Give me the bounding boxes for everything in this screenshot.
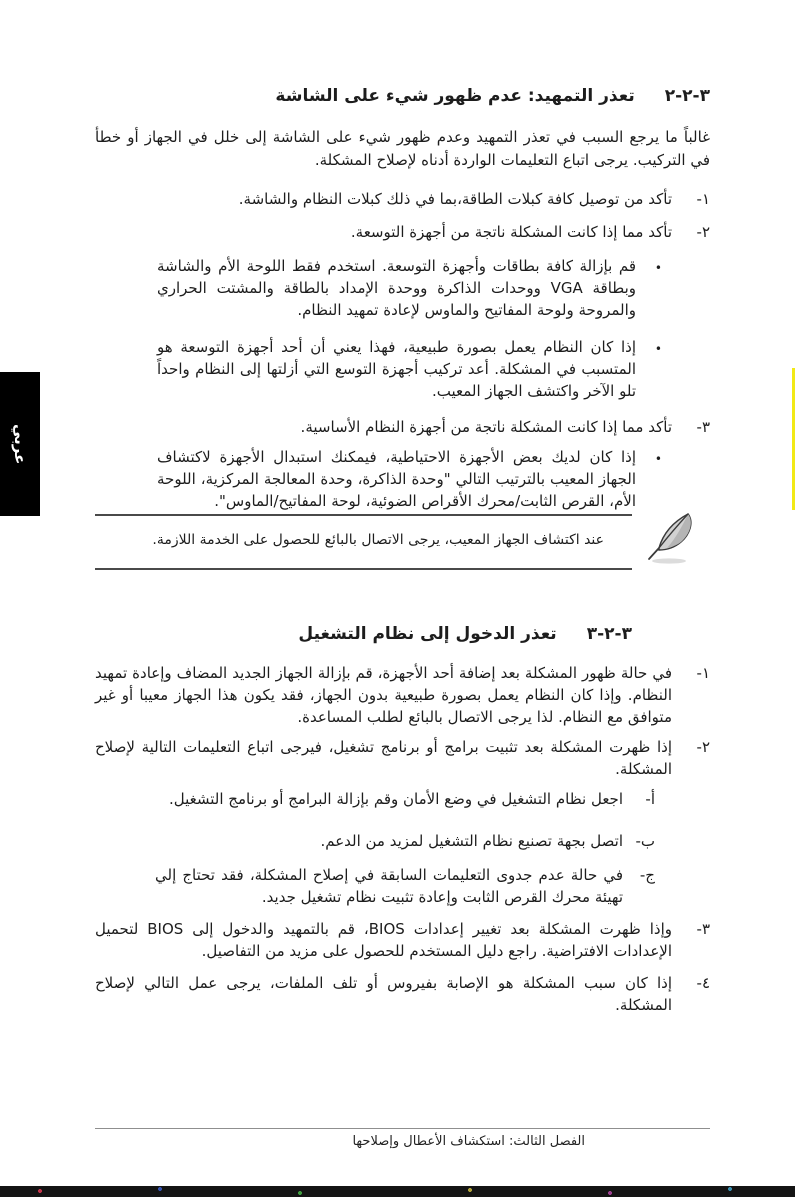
list-text: تأكد من توصيل كافة كبلات الطاقة،بما في ذلك كبلات النظام والشاشة. <box>238 190 672 208</box>
sub-list-text: اجعل نظام التشغيل في وضع الأمان وقم بإزالة البرامج أو برنامج التشغيل. <box>168 790 623 808</box>
list-text: تأكد مما إذا كانت المشكلة ناتجة من أجهزة التوسعة. <box>350 223 672 241</box>
section-heading-boot <box>95 86 710 106</box>
list-marker: ٣- <box>696 418 710 436</box>
list-text: إذا ظهرت المشكلة بعد تثبيت برامج أو برنامج تشغيل، فيرجى اتباع التعليمات التالية لإصلاح المشكلة. <box>95 738 672 778</box>
intro-paragraph: غالباً ما يرجع السبب في تعذر التمهيد وعدم ظهور شيء على الشاشة إلى خلل في الجهاز أو خطأ في التركيب. يرجى اتباع التعليمات الواردة أدناه لإصلاح المشكلة. <box>95 128 710 169</box>
bullet-item <box>95 336 662 402</box>
list-text: في حالة ظهور المشكلة بعد إضافة أحد الأجهزة، قم بإزالة الجهاز الجديد المضاف وإعادة تمهيد النظام. وإذا كان النظام يعمل بصورة طبيعية بدون الجهاز، فقد يكون هذا الجهاز معيبا أو غير متوافق مع النظام. لذا يرجى الاتصال بالبائع لطلب المساعدة. <box>95 664 672 726</box>
section-number: ٣-٢-٢ <box>664 86 710 106</box>
list-item <box>95 736 710 780</box>
note <box>95 514 710 570</box>
bullet-item <box>95 446 662 512</box>
arabic-language-tab <box>0 372 40 516</box>
sub-list-text: في حالة عدم جدوى التعليمات السابقة في إصلاح المشكلة، فقد تحتاج إلي تهيئة محرك القرص الثابت وإعادة تثبيت نظام تشغيل جديد. <box>155 866 623 906</box>
list-marker: ٣- <box>696 920 710 938</box>
footer-divider <box>95 1128 710 1129</box>
list-item <box>95 188 710 210</box>
list-text: إذا كان سبب المشكلة هو الإصابة بفيروس أو تلف الملفات، يرجى عمل التالي لإصلاح المشكلة. <box>95 974 672 1014</box>
list-marker: ٢- <box>696 738 710 756</box>
arabic-tab-label: عربي <box>11 423 29 465</box>
section-title: تعذر التمهيد: عدم ظهور شيء على الشاشة <box>275 86 635 106</box>
bullet-text: قم بإزالة كافة بطاقات وأجهزة التوسعة. استخدم فقط اللوحة الأم والشاشة وبطاقة VGA ووحدات الذاكرة ووحدة الإمداد بالطاقة والمشتت الحراري والمروحة ولوحة المفاتيح والماوس لإعادة تمهيد النظام. <box>157 257 636 319</box>
list-item <box>95 662 710 728</box>
section-title: تعذر الدخول إلى نظام التشغيل <box>298 624 557 644</box>
bullet-icon: • <box>654 342 662 356</box>
list-marker: ٤- <box>696 974 710 992</box>
sub-list-marker: ب- <box>635 832 655 850</box>
bullet-item <box>95 255 662 321</box>
list-text: وإذا ظهرت المشكلة بعد تغيير إعدادات BIOS، قم بالتمهيد والدخول إلى BIOS لتحميل الإعدادات الافتراضية. راجع دليل المستخدم للحصول على مزيد من التفاصيل. <box>95 920 673 960</box>
sub-list-text: اتصل بجهة تصنيع نظام التشغيل لمزيد من الدعم. <box>320 832 623 850</box>
note-text: عند اكتشاف الجهاز المعيب، يرجى الاتصال بالبائع للحصول على الخدمة اللازمة. <box>95 514 632 570</box>
list-marker: ١- <box>696 664 710 682</box>
list-item <box>95 221 710 243</box>
scan-edge-bar <box>0 1186 795 1197</box>
sub-list-item <box>95 864 655 908</box>
sub-list-item <box>95 788 655 810</box>
feather-quill-icon <box>632 506 710 570</box>
sub-list-marker: أ- <box>645 790 655 808</box>
list-item <box>95 972 710 1016</box>
bullet-text: إذا كان النظام يعمل بصورة طبيعية، فهذا يعني أن أحد أجهزة التوسعة هو المتسبب في المشكلة. أعد تركيب أجهزة التوسع التي أزلتها إلى النظام واحداً تلو الآخر واكتشف الجهاز المعيب. <box>157 338 636 400</box>
section-heading-os <box>95 624 632 644</box>
section-number: ٣-٢-٣ <box>586 624 632 644</box>
list-marker: ٢- <box>696 223 710 241</box>
sub-list-item <box>95 830 655 852</box>
list-item <box>95 416 710 438</box>
bullet-icon: • <box>654 261 662 275</box>
bullet-icon: • <box>654 452 662 466</box>
sub-list-marker: ج- <box>639 866 655 884</box>
list-text: تأكد مما إذا كانت المشكلة ناتجة من أجهزة النظام الأساسية. <box>300 418 672 436</box>
list-item <box>95 918 710 962</box>
list-marker: ١- <box>696 190 710 208</box>
page-content <box>95 86 710 1016</box>
footer-chapter-title: الفصل الثالث: استكشاف الأعطال وإصلاحها <box>352 1134 585 1149</box>
bullet-text: إذا كان لديك بعض الأجهزة الاحتياطية، فيمكنك استبدال الأجهزة لاكتشاف الجهاز المعيب بالترتيب التالي "وحدة الذاكرة، وحدة المعالجة المركزية، اللوحة الأم، القرص الثابت/محرك الأقراص الضوئية، لوحة المفاتيح/الماوس". <box>157 448 636 510</box>
